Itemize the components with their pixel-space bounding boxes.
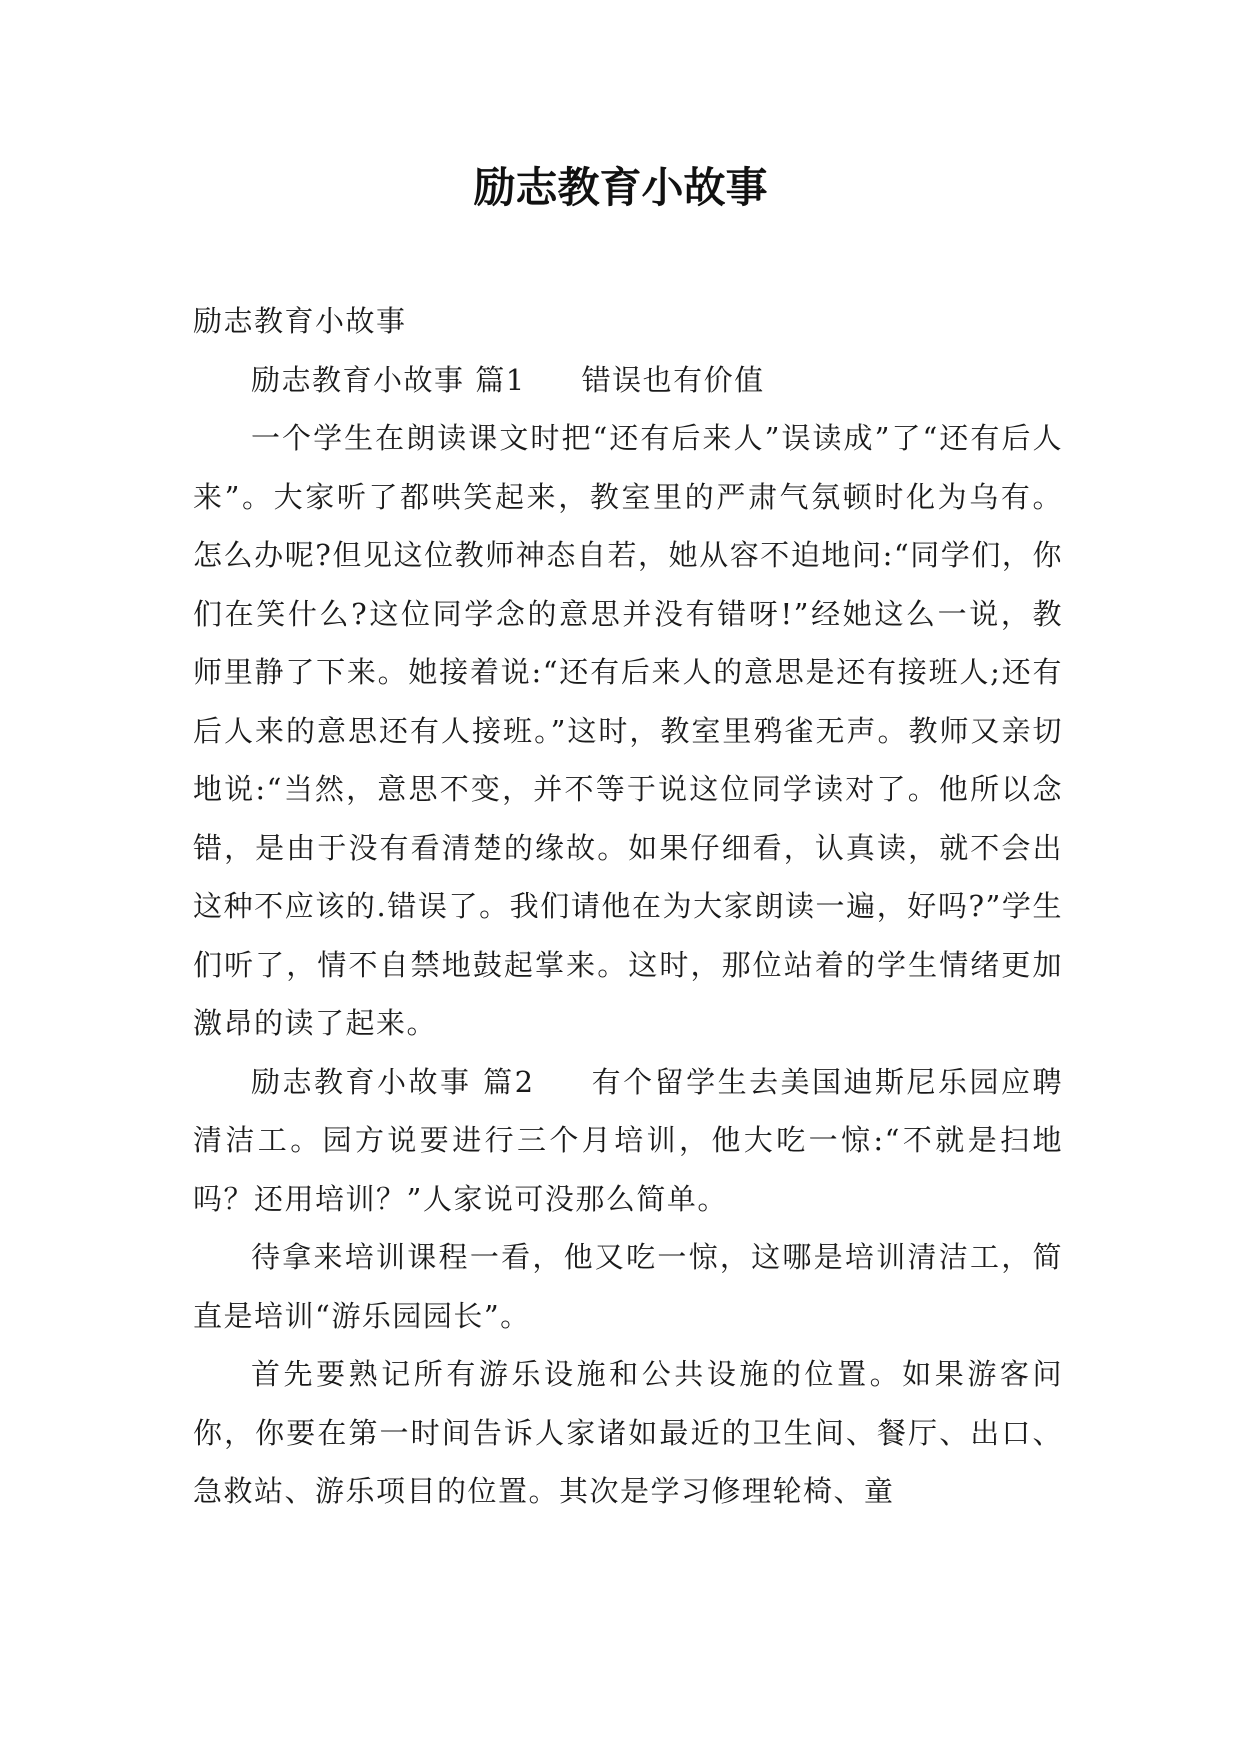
document-subtitle: 励志教育小故事 [193, 304, 407, 338]
story1-heading: 励志教育小故事 篇1 [251, 362, 526, 397]
story2-paragraph3: 首先要熟记所有游乐设施和公共设施的位置。如果游客问你，你要在第一时间告诉人家诸如最近的卫生间、餐厅、出口、急救站、游乐项目的位置。其次是学习修理轮椅、童 [193, 1357, 1063, 1508]
story2-paragraph1: 有个留学生去美国迪斯尼乐园应聘清洁工。园方说要进行三个月培训，他大吃一惊:“不就是扫地吗？还用培训？”人家说可没那么简单。 [193, 1064, 1063, 1216]
document-body [193, 292, 1063, 1521]
story1-heading-line [193, 351, 1063, 410]
story1-paragraph: 一个学生在朗读课文时把“还有后来人”误读成”了“还有后人来”。大家听了都哄笑起来，教室里的严肃气氛顿时化为乌有。怎么办呢?但见这位教师神态自若，她从容不迫地问:“同学们，你们在笑什么?这位同学念的意思并没有错呀!”经她这么一说，教师里静了下来。她接着说:“还有后来人的意思是还有接班人;还有后人来的意思还有人接班。”这时，教室里鸦雀无声。教师又亲切地说:“当然，意思不变，并不等于说这位同学读对了。他所以念错，是由于没有看清楚的缘故。如果仔细看，认真读，就不会出这种不应该的.错误了。我们请他在为大家朗读一遍，好吗?”学生们听了，情不自禁地鼓起掌来。这时，那位站着的学生情绪更加激昂的读了起来。 [193, 421, 1063, 1040]
story1-title: 错误也有价值 [581, 362, 765, 397]
document-title: 励志教育小故事 [473, 163, 768, 212]
story2-heading: 励志教育小故事 篇2 [251, 1064, 535, 1099]
story2-paragraph1-line [193, 1053, 1063, 1229]
story2-paragraph2: 待拿来培训课程一看，他又吃一惊，这哪是培训清洁工，简直是培训“游乐园园长”。 [193, 1240, 1063, 1333]
